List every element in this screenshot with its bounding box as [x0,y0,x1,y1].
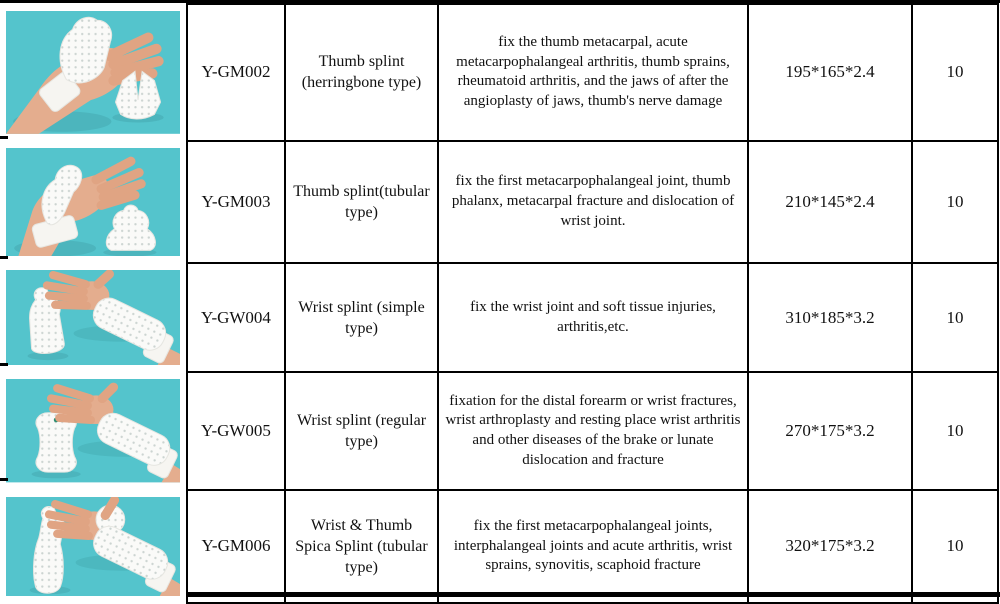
product-photo-cell [0,372,187,489]
table-row [0,4,998,141]
row-divider-tick [0,478,8,481]
product-photo-thumb-tubular [6,148,180,256]
model-number: Y-GM003 [187,141,285,263]
product-name: Wrist splint (simple type) [285,263,438,372]
product-photo-cell [0,141,187,263]
splint-photo-illustration [6,270,180,365]
table-row [0,141,998,263]
row-divider-tick [0,363,8,366]
product-photo-cell [0,4,187,141]
splint-photo-illustration [6,148,180,256]
product-photo-wrist-thumb-spica [6,497,180,596]
product-name: Thumb splint(tubular type) [285,141,438,263]
product-name: Wrist & Thumb Spica Splint (tubular type) [285,490,438,603]
product-size: 195*165*2.4 [748,4,912,141]
row-divider-tick [0,256,8,259]
row-divider-tick [0,136,8,139]
product-photo-wrist-simple [6,270,180,365]
product-size: 310*185*3.2 [748,263,912,372]
splint-photo-illustration [6,11,180,134]
product-size: 320*175*3.2 [748,490,912,603]
table-row [0,263,998,372]
product-name: Thumb splint (herringbone type) [285,4,438,141]
product-description: fixation for the distal forearm or wrist fractures, wrist arthroplasty and resting place wrist arthritis and other diseases of the brake or lunate dislocation and fracture [438,372,748,489]
product-quantity: 10 [912,4,998,141]
product-table [0,3,999,604]
product-description: fix the wrist joint and soft tissue injuries, arthritis,etc. [438,263,748,372]
product-photo-wrist-regular [6,379,180,482]
product-description: fix the first metacarpophalangeal joint, thumb phalanx, metacarpal fracture and dislocation of wrist joint. [438,141,748,263]
table-row [0,490,998,603]
product-quantity: 10 [912,263,998,372]
product-description: fix the thumb metacarpal, acute metacarpophalangeal arthritis, thumb sprains, rheumatoid arthritis, and the jaws of after the angioplasty of jaws, thumb's nerve damage [438,4,748,141]
product-photo-thumb-herringbone [6,11,180,134]
product-photo-cell [0,263,187,372]
model-number: Y-GM006 [187,490,285,603]
model-number: Y-GM002 [187,4,285,141]
table-row [0,372,998,489]
splint-photo-illustration [6,379,180,482]
product-size: 210*145*2.4 [748,141,912,263]
product-quantity: 10 [912,372,998,489]
model-number: Y-GW005 [187,372,285,489]
product-name: Wrist splint (regular type) [285,372,438,489]
product-photo-cell [0,490,187,603]
product-quantity: 10 [912,141,998,263]
product-size: 270*175*3.2 [748,372,912,489]
model-number: Y-GW004 [187,263,285,372]
product-description: fix the first metacarpophalangeal joints, interphalangeal joints and acute arthritis, wrist sprains, synovitis, scaphoid fracture [438,490,748,603]
product-quantity: 10 [912,490,998,603]
splint-photo-illustration [6,497,180,596]
